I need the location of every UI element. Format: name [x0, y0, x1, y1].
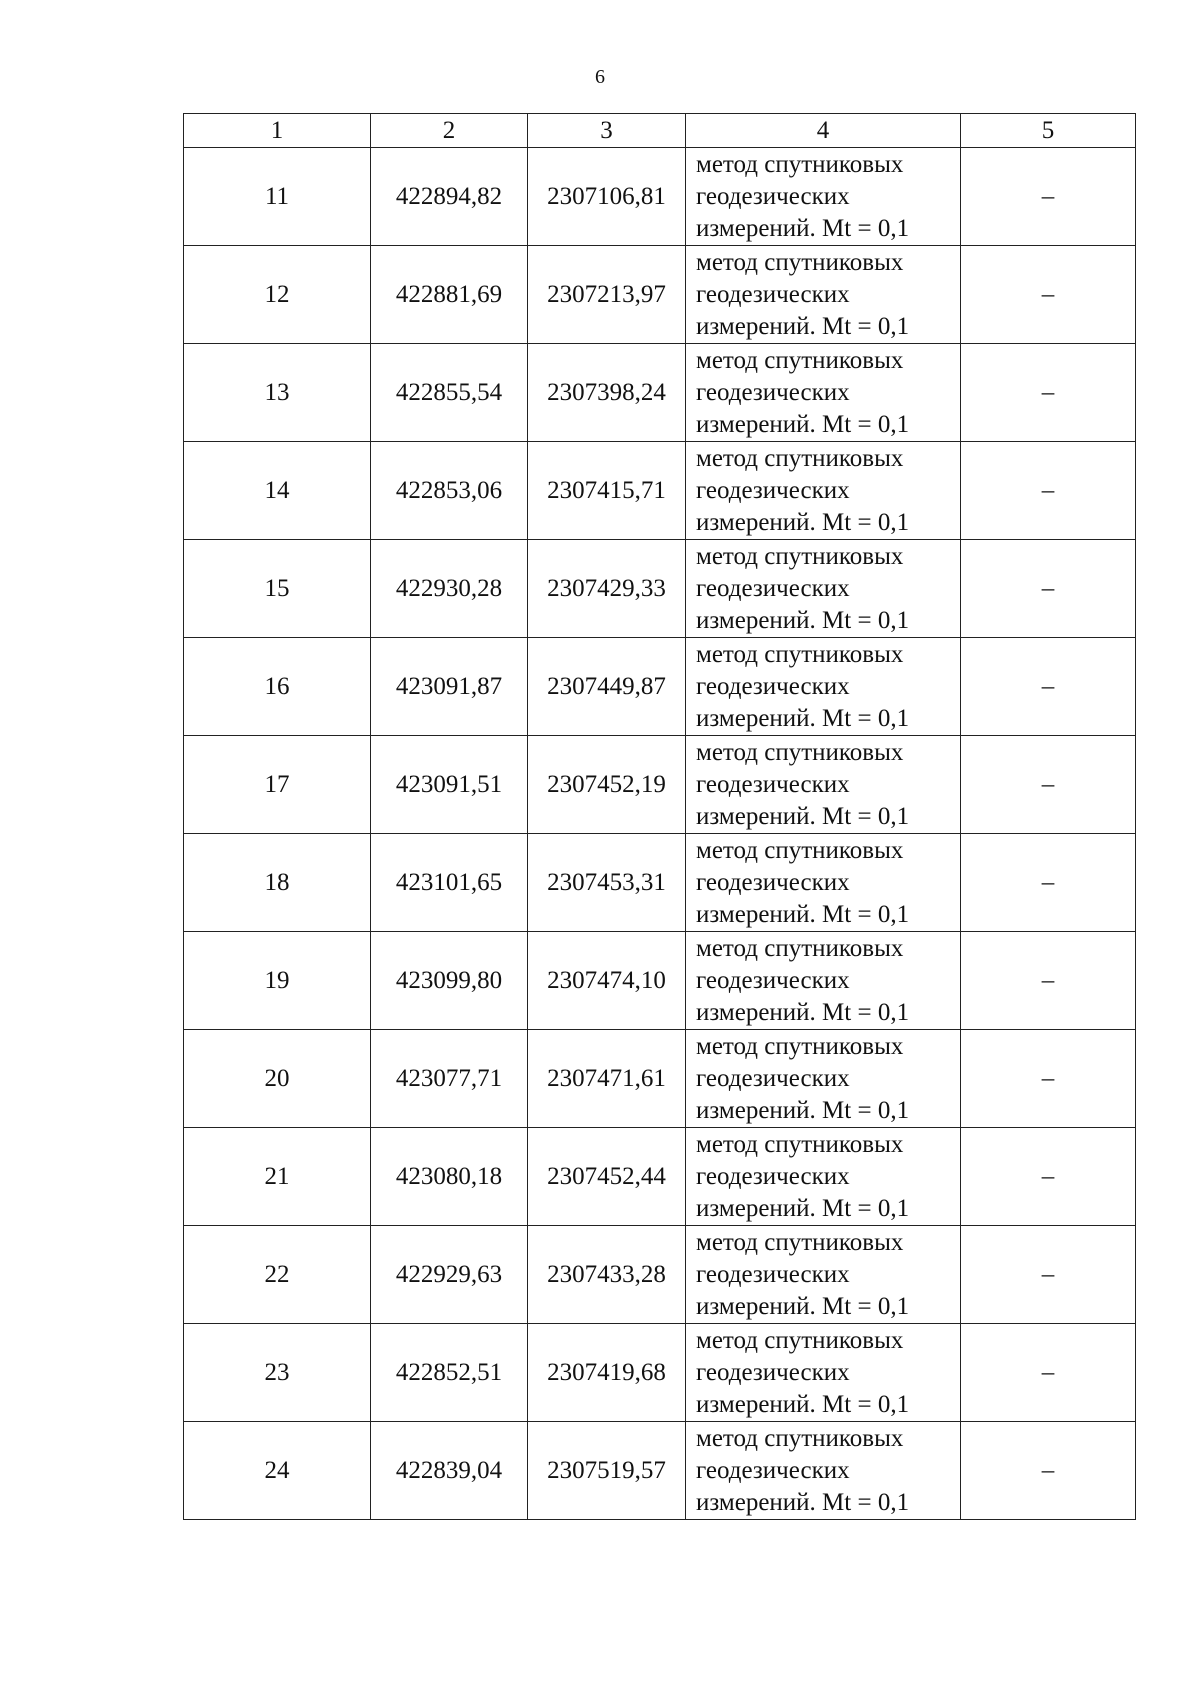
page-number: 6 [595, 66, 605, 88]
method-line: измерений. Mt = 0,1 [696, 312, 910, 340]
point-number-cell: 13 [184, 344, 371, 442]
table-row [184, 1422, 1136, 1520]
coordinate-y-cell: 2307453,31 [528, 834, 686, 932]
method-line: геодезических [696, 672, 850, 700]
coordinate-y-cell: 2307452,44 [528, 1128, 686, 1226]
coordinate-x-cell: 422853,06 [371, 442, 528, 540]
method-line: метод спутниковых [696, 1228, 904, 1256]
coordinates-table [183, 113, 1136, 1520]
method-cell [686, 344, 961, 442]
note-cell: – [961, 1030, 1136, 1128]
table-row [184, 834, 1136, 932]
coordinate-y-cell: 2307415,71 [528, 442, 686, 540]
coordinate-x-cell: 423091,87 [371, 638, 528, 736]
point-number-cell: 21 [184, 1128, 371, 1226]
method-line: метод спутниковых [696, 248, 904, 276]
method-line: геодезических [696, 280, 850, 308]
method-cell [686, 1128, 961, 1226]
method-cell [686, 246, 961, 344]
coordinate-x-cell: 423099,80 [371, 932, 528, 1030]
method-cell [686, 736, 961, 834]
method-line: метод спутниковых [696, 1326, 904, 1354]
note-cell: – [961, 344, 1136, 442]
coordinate-x-cell: 423077,71 [371, 1030, 528, 1128]
table-row [184, 344, 1136, 442]
method-line: метод спутниковых [696, 1032, 904, 1060]
table-body [184, 148, 1136, 1520]
method-cell [686, 1226, 961, 1324]
method-line: геодезических [696, 868, 850, 896]
method-line: метод спутниковых [696, 444, 904, 472]
coordinate-x-cell: 422930,28 [371, 540, 528, 638]
note-cell: – [961, 834, 1136, 932]
method-cell [686, 540, 961, 638]
coordinate-x-cell: 422929,63 [371, 1226, 528, 1324]
method-line: измерений. Mt = 0,1 [696, 1194, 910, 1222]
method-line: метод спутниковых [696, 150, 904, 178]
note-cell: – [961, 540, 1136, 638]
method-cell [686, 1422, 961, 1520]
coordinate-x-cell: 422855,54 [371, 344, 528, 442]
coordinate-y-cell: 2307419,68 [528, 1324, 686, 1422]
note-cell: – [961, 638, 1136, 736]
coordinate-x-cell: 423101,65 [371, 834, 528, 932]
column-header-2: 2 [371, 114, 528, 148]
method-line: геодезических [696, 476, 850, 504]
note-cell: – [961, 148, 1136, 246]
method-line: измерений. Mt = 0,1 [696, 1390, 910, 1418]
method-cell [686, 148, 961, 246]
method-line: измерений. Mt = 0,1 [696, 1292, 910, 1320]
method-line: измерений. Mt = 0,1 [696, 410, 910, 438]
coordinate-y-cell: 2307471,61 [528, 1030, 686, 1128]
method-cell [686, 932, 961, 1030]
note-cell: – [961, 932, 1136, 1030]
method-cell [686, 834, 961, 932]
table-row [184, 1226, 1136, 1324]
point-number-cell: 18 [184, 834, 371, 932]
method-line: геодезических [696, 1064, 850, 1092]
table-row [184, 148, 1136, 246]
method-cell [686, 1030, 961, 1128]
coordinate-x-cell: 422839,04 [371, 1422, 528, 1520]
method-line: метод спутниковых [696, 346, 904, 374]
table-header-row [184, 114, 1136, 148]
point-number-cell: 11 [184, 148, 371, 246]
point-number-cell: 22 [184, 1226, 371, 1324]
method-line: геодезических [696, 1358, 850, 1386]
table-row [184, 540, 1136, 638]
coordinate-y-cell: 2307398,24 [528, 344, 686, 442]
coordinate-y-cell: 2307213,97 [528, 246, 686, 344]
method-line: метод спутниковых [696, 640, 904, 668]
method-line: метод спутниковых [696, 542, 904, 570]
method-line: метод спутниковых [696, 1424, 904, 1452]
coordinate-x-cell: 422881,69 [371, 246, 528, 344]
note-cell: – [961, 1128, 1136, 1226]
method-line: геодезических [696, 378, 850, 406]
method-line: геодезических [696, 966, 850, 994]
coordinate-y-cell: 2307429,33 [528, 540, 686, 638]
method-line: геодезических [696, 770, 850, 798]
method-line: измерений. Mt = 0,1 [696, 1096, 910, 1124]
coordinate-y-cell: 2307106,81 [528, 148, 686, 246]
coordinate-x-cell: 422894,82 [371, 148, 528, 246]
method-line: геодезических [696, 1162, 850, 1190]
method-line: измерений. Mt = 0,1 [696, 900, 910, 928]
method-cell [686, 442, 961, 540]
coordinate-x-cell: 423080,18 [371, 1128, 528, 1226]
method-line: геодезических [696, 1260, 850, 1288]
method-line: измерений. Mt = 0,1 [696, 704, 910, 732]
table-row [184, 246, 1136, 344]
table-row [184, 1128, 1136, 1226]
coordinate-x-cell: 422852,51 [371, 1324, 528, 1422]
note-cell: – [961, 1422, 1136, 1520]
point-number-cell: 17 [184, 736, 371, 834]
column-header-1: 1 [184, 114, 371, 148]
method-line: измерений. Mt = 0,1 [696, 802, 910, 830]
table-row [184, 638, 1136, 736]
table-row [184, 442, 1136, 540]
method-line: метод спутниковых [696, 934, 904, 962]
method-line: метод спутниковых [696, 738, 904, 766]
method-line: измерений. Mt = 0,1 [696, 214, 910, 242]
method-line: геодезических [696, 574, 850, 602]
point-number-cell: 15 [184, 540, 371, 638]
coordinate-y-cell: 2307452,19 [528, 736, 686, 834]
table-row [184, 736, 1136, 834]
column-header-5: 5 [961, 114, 1136, 148]
method-cell [686, 1324, 961, 1422]
method-line: геодезических [696, 182, 850, 210]
note-cell: – [961, 246, 1136, 344]
coordinate-y-cell: 2307433,28 [528, 1226, 686, 1324]
method-line: измерений. Mt = 0,1 [696, 606, 910, 634]
note-cell: – [961, 1226, 1136, 1324]
note-cell: – [961, 442, 1136, 540]
method-line: измерений. Mt = 0,1 [696, 508, 910, 536]
method-line: геодезических [696, 1456, 850, 1484]
column-header-4: 4 [686, 114, 961, 148]
coordinate-y-cell: 2307474,10 [528, 932, 686, 1030]
point-number-cell: 24 [184, 1422, 371, 1520]
column-header-3: 3 [528, 114, 686, 148]
note-cell: – [961, 736, 1136, 834]
method-line: измерений. Mt = 0,1 [696, 1488, 910, 1516]
coordinate-x-cell: 423091,51 [371, 736, 528, 834]
point-number-cell: 14 [184, 442, 371, 540]
point-number-cell: 16 [184, 638, 371, 736]
point-number-cell: 12 [184, 246, 371, 344]
table-row [184, 932, 1136, 1030]
coordinate-y-cell: 2307519,57 [528, 1422, 686, 1520]
note-cell: – [961, 1324, 1136, 1422]
method-line: метод спутниковых [696, 1130, 904, 1158]
point-number-cell: 19 [184, 932, 371, 1030]
coordinate-y-cell: 2307449,87 [528, 638, 686, 736]
point-number-cell: 23 [184, 1324, 371, 1422]
point-number-cell: 20 [184, 1030, 371, 1128]
method-line: измерений. Mt = 0,1 [696, 998, 910, 1026]
method-cell [686, 638, 961, 736]
table-row [184, 1030, 1136, 1128]
method-line: метод спутниковых [696, 836, 904, 864]
table-row [184, 1324, 1136, 1422]
